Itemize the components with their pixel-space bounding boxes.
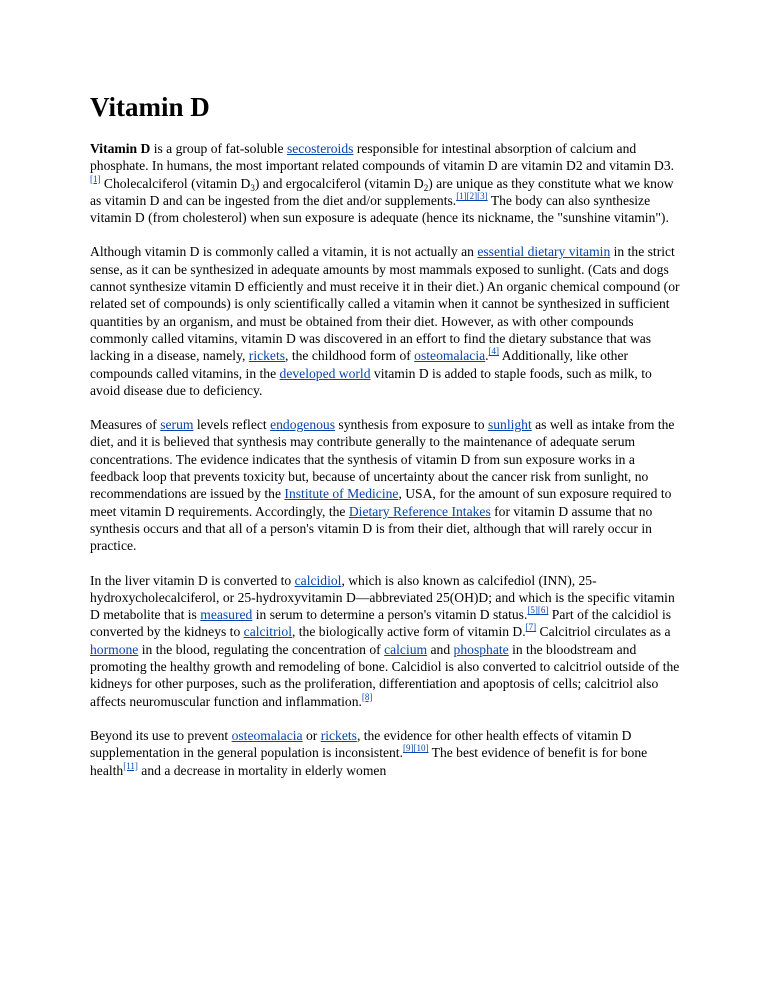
ref-link[interactable]: [1] [90, 173, 101, 184]
paragraph-intro: Vitamin D is a group of fat-soluble secosteroids responsible for intestinal absorption of calcium and phosphate. In humans, the most important related compounds of vitamin D are vitamin D2 and vitamin D3.[1] Cholecalciferol (vitamin $D_3$) and ergocalciferol (vitamin $D_2$) are unique as they constitute what we know as vitamin D and can be ingested from the diet and/or supplements.[1][2][3] The body can also synthesize vitamin D (from cholesterol) when sun exposure is adequate (hence its nickname, the "sunshine vitamin"). [90, 141, 675, 226]
link-calcium[interactable]: calcium [384, 641, 428, 657]
link-dietary-reference-intakes[interactable]: Dietary Reference Intakes [348, 503, 491, 519]
link-sunlight[interactable]: sunlight [487, 417, 532, 433]
link-institute-of-medicine[interactable]: Institute of Medicine [284, 486, 399, 502]
link-essential-dietary-vitamin[interactable]: essential dietary vitamin [477, 244, 611, 260]
page-title: Vitamin D [90, 92, 210, 122]
paragraph-serum-levels: Measures of serum levels reflect endogenous synthesis from exposure to sunlight as well as intake from the diet, and it is believed that synthesis may contribute generally to the maintenance of adequate serum concentrations. The evidence indicates that the synthesis of vitamin D from sun exposure works in a feedback loop that prevents toxicity but, because of uncertainty about the cancer risk from sunlight, no recommendations are issued by the Institute of Medicine, USA, for the amount of sun exposure required to meet vitamin D requirements. Accordingly, the Dietary Reference Intakes for vitamin D assume that no synthesis occurs and that all of a person's vitamin D is from their diet, although that will rarely occur in practice. [90, 417, 675, 554]
paragraph-health-effects: Beyond its use to prevent osteomalacia or rickets, the evidence for other health effects of vitamin D supplementation in the general population is inconsistent.[9][10] The best evidence of benefit is for bone health[11] and a decrease in mortality in elderly women [90, 727, 648, 778]
link-developed-world[interactable]: developed world [279, 365, 371, 381]
paragraph-not-a-vitamin: Although vitamin D is commonly called a vitamin, it is not actually an essential dietary vitamin in the strict sense, as it can be synthesized in adequate amounts by most mammals exposed to sunlight. (Cats and dogs cannot synthesize vitamin D efficiently and must receive it in their diet.) An organic chemical compound (or related set of compounds) is only scientifically called a vitamin when it cannot be synthesized in sufficient quantities by an organism, and must be obtained from their diet. However, as with other compounds commonly called vitamins, vitamin D was discovered in an effort to find the dietary substance that was lacking in a disease, namely, rickets, the childhood form of osteomalacia.[4] Additionally, like other compounds called vitamins, in the developed world vitamin D is added to staple foods, such as milk, to avoid disease due to deficiency. [90, 244, 680, 398]
link-endogenous[interactable]: endogenous [270, 417, 336, 433]
ref-link[interactable]: [8] [361, 691, 373, 702]
ref-link[interactable]: [11] [123, 760, 138, 771]
link-secosteroids[interactable]: secosteroids [286, 141, 354, 156]
link-hormone[interactable]: hormone [90, 641, 139, 657]
link-rickets[interactable]: rickets [320, 727, 357, 743]
paragraph-metabolism: In the liver vitamin D is converted to calcidiol, which is also known as calcifediol (INN), 25-hydroxycholecalciferol, or 25-hydroxyvitamin D—abbreviated 25(OH)D; and which is the specific vitamin D metabolite that is measured in serum to determine a person's vitamin D status.[5][6] Part of the calcidiol is converted by the kidneys to calcitriol, the biologically active form of vitamin D.[7] Calcitriol circulates as a hormone in the blood, regulating the concentration of calcium and phosphate in the bloodstream and promoting the healthy growth and remodeling of bone. Calcidiol is also converted to calcitriol outside of the kidneys for other purposes, such as the proliferation, differentiation and apoptosis of cells; calcitriol also affects neuromuscular function and inflammation.[8] [90, 572, 680, 709]
ref-link[interactable]: [9][10] [402, 743, 429, 754]
article [90, 90, 684, 796]
link-calcidiol[interactable]: calcidiol [294, 572, 342, 588]
ref-link[interactable]: [4] [488, 346, 500, 357]
link-serum[interactable]: serum [160, 417, 194, 433]
term-vitamin-d: Vitamin D [90, 141, 151, 156]
link-phosphate[interactable]: phosphate [453, 641, 509, 657]
link-calcitriol[interactable]: calcitriol [243, 624, 292, 640]
ref-link[interactable]: [5][6] [527, 605, 549, 616]
ref-link[interactable]: [1][2][3] [456, 190, 488, 201]
link-measured[interactable]: measured [200, 607, 253, 623]
link-osteomalacia[interactable]: osteomalacia [414, 348, 486, 364]
link-osteomalacia[interactable]: osteomalacia [231, 727, 303, 743]
ref-link[interactable]: [7] [525, 622, 537, 633]
link-rickets[interactable]: rickets [248, 348, 286, 364]
